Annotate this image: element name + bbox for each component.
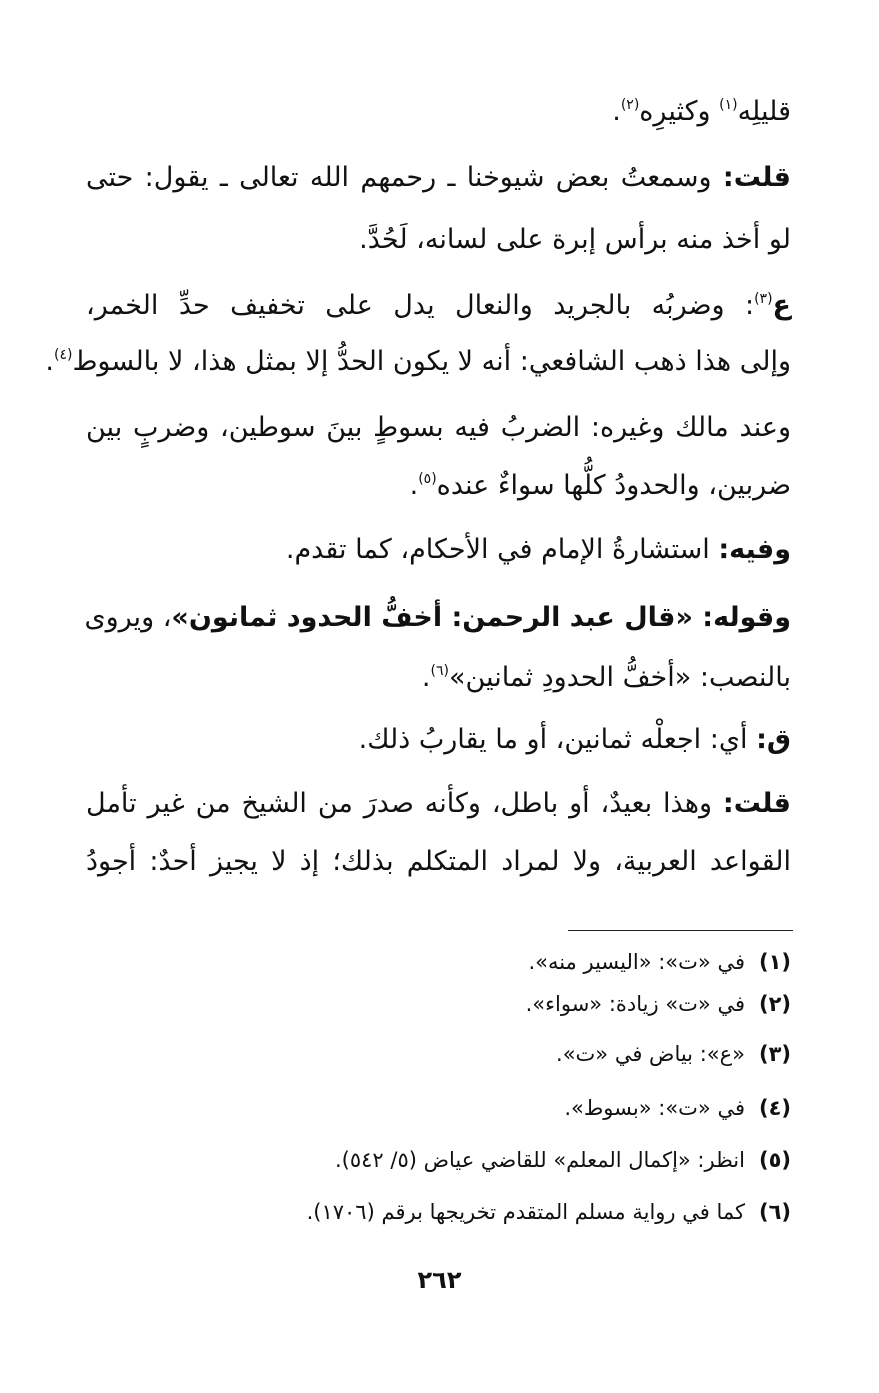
- footnote-ref-2[interactable]: (٢): [620, 97, 640, 113]
- text-line-9: [86, 598, 791, 638]
- footnote-text: في «ت» زيادة: «سواء».: [525, 992, 745, 1016]
- footnote-number: (٥): [758, 1148, 791, 1172]
- text-run: قليلِه: [737, 96, 791, 127]
- text-run: : وضربُه بالجريد والنعال يدل على تخفيف حدِّ الخمر،: [86, 290, 755, 321]
- paragraph-lead: قلت:: [722, 788, 791, 819]
- text-line-7: [86, 466, 791, 506]
- text-run: لو أخذ منه برأس إبرة على لسانه، لَحُدَّ.: [359, 224, 791, 255]
- text-run: بالنصب: «أخفُّ الحدودِ ثمانين»: [448, 662, 791, 693]
- footnote-1: [86, 946, 791, 978]
- text-run: القواعد العربية، ولا لمراد المتكلم بذلك؛ إذ لا يجيز أحدٌ: أجودُ: [86, 846, 791, 877]
- hadith-quote: «قال عبد الرحمن: أخفُّ الحدود ثمانون»: [171, 602, 703, 633]
- text-run: ، ويروى: [84, 602, 172, 633]
- footnote-4: [86, 1092, 791, 1124]
- text-line-8: [86, 530, 791, 570]
- text-line-6: [86, 408, 791, 448]
- text-run: ضربين، والحدودُ كلُّها سواءٌ عنده: [436, 470, 791, 501]
- footnote-text: في «ت»: «بسوط».: [564, 1096, 745, 1120]
- text-line-2: [86, 158, 791, 198]
- text-line-4: [86, 286, 791, 326]
- text-run: .: [421, 662, 431, 693]
- footnote-ref-4[interactable]: (٤): [53, 347, 73, 363]
- text-run: أي: اجعلْه ثمانين، أو ما يقاربُ ذلك.: [358, 724, 757, 755]
- footnote-text: انظر: «إكمال المعلم» للقاضي عياض (٥/ ٥٤٢).: [334, 1148, 745, 1172]
- text-run: وإلى هذا ذهب الشافعي: أنه لا يكون الحدُّ إلا بمثل هذا، لا بالسوط: [72, 346, 791, 377]
- footnote-divider: [568, 930, 793, 931]
- footnote-ref-5[interactable]: (٥): [418, 471, 437, 487]
- paragraph-lead: وقوله:: [702, 602, 791, 633]
- text-line-5: [45, 342, 791, 382]
- paragraph-lead: ع: [772, 290, 791, 321]
- page-number: ٢٦٢: [417, 1266, 462, 1294]
- paragraph-lead: ق:: [756, 724, 791, 755]
- footnote-6: [86, 1196, 791, 1228]
- paragraph-lead: وفيه:: [718, 534, 791, 565]
- text-run: .: [612, 96, 621, 127]
- footnote-text: في «ت»: «اليسير منه».: [528, 950, 745, 974]
- text-run: وكثيرِه: [639, 96, 720, 127]
- footnote-5: [86, 1144, 791, 1176]
- text-run: وعند مالك وغيره: الضربُ فيه بسوطٍ بينَ سوطين، وضربٍ بين: [86, 412, 791, 443]
- footnote-text: «ع»: بياض في «ت».: [556, 1042, 745, 1066]
- text-run: وسمعتُ بعض شيوخنا ـ رحمهم الله تعالى ـ يقول: حتى: [86, 162, 723, 193]
- text-run: وهذا بعيدٌ، أو باطل، وكأنه صدرَ من الشيخ من غير تأمل: [86, 788, 723, 819]
- text-run: .: [409, 470, 419, 501]
- text-line-1: [86, 92, 791, 132]
- footnote-number: (١): [758, 950, 791, 974]
- footnote-ref-3[interactable]: (٣): [754, 291, 773, 307]
- footnote-ref-6[interactable]: (٦): [430, 663, 449, 679]
- text-run: استشارةُ الإمام في الأحكام، كما تقدم.: [285, 534, 719, 565]
- text-line-13: [86, 842, 791, 882]
- text-line-11: [86, 720, 791, 760]
- text-line-10: [86, 658, 791, 698]
- footnote-number: (٦): [758, 1200, 791, 1224]
- footnote-text: كما في رواية مسلم المتقدم تخريجها برقم (١٧٠٦).: [306, 1200, 745, 1224]
- text-run: .: [45, 346, 54, 377]
- footnote-number: (٤): [758, 1096, 791, 1120]
- paragraph-lead: قلت:: [722, 162, 791, 193]
- footnote-number: (٣): [758, 1042, 791, 1066]
- text-line-12: [86, 784, 791, 824]
- footnote-2: [86, 988, 791, 1020]
- text-line-3: [86, 220, 791, 260]
- footnote-ref-1[interactable]: (١): [719, 97, 738, 113]
- footnote-number: (٢): [758, 992, 791, 1016]
- footnote-3: [86, 1038, 791, 1070]
